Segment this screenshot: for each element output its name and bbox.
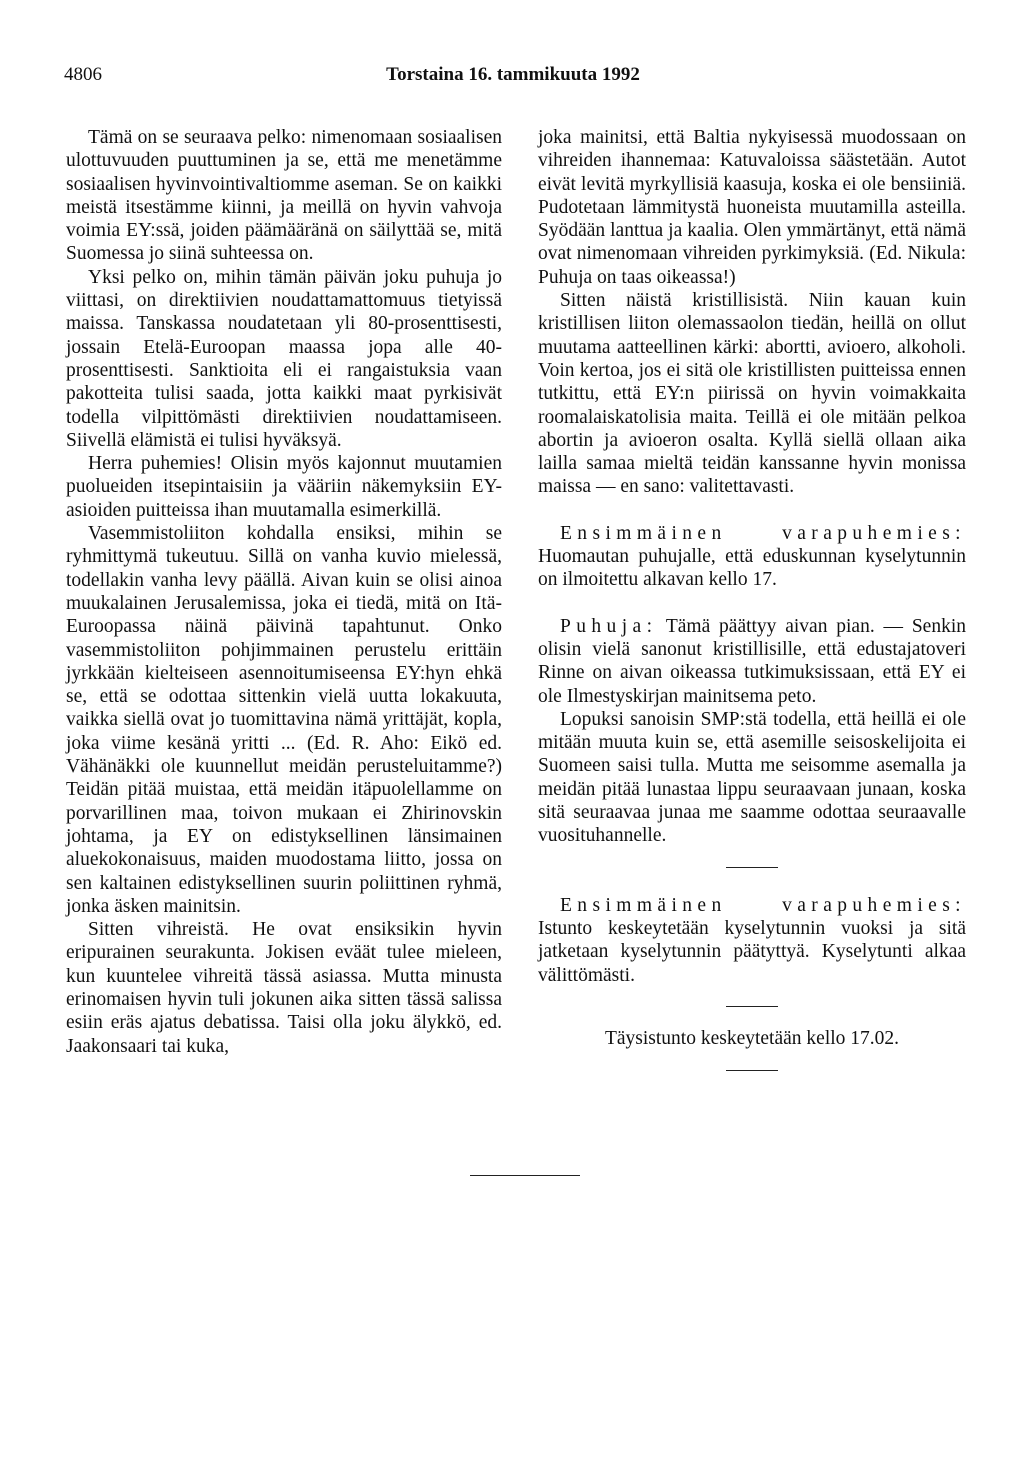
paragraph: Yksi pelko on, mihin tämän päivän joku puhuja jo viittasi, on direktiivien noudattamattomuus tietyissä maissa. Tanskassa noudatetaan yli 80-prosenttisesti, jossain Etelä-Euroopan maassa jopa alle 40-prosenttisesti. Sanktioita eli ei rangaistuksia vaan pakotteita tulisi saada, jotta kaikki maat pyrkisivät todella vilpittömästi direktiivien noudattamiseen. Siivellä elämistä ei tulisi hyväksyä. (66, 266, 502, 451)
speaker-text: Huomautan puhujalle, että eduskunnan kyselytunnin on ilmoitettu alkavan kello 17. (538, 546, 966, 591)
paragraph: Sitten vihreistä. He ovat ensiksikin hyvin eripurainen seurakunta. Jokisen eväät tulee mieleen, kun kuuntelee vihreitä tässä asiassa. Mutta minusta erinomaisen hyvin tuli jokunen aika sitten tässä salissa esiin eräs ajatus debatissa. Taisi olla joku älykkö, ed. Jaakonsaari tai kuka, (66, 919, 502, 1057)
separator (538, 1050, 966, 1090)
page-end-rule (470, 1175, 580, 1176)
paragraph: Herra puhemies! Olisin myös kajonnut muutamien puolueiden itsepintaisiin ja vääriin näkemyksiin EY-asioiden puitteissa ihan muutamalla esimerkillä. (66, 453, 502, 521)
page-number: 4806 (64, 64, 102, 85)
speaker-text: Istunto keskeytetään kyselytunnin vuoksi ja sitä jatketaan kyselytunnin päätyttyä. Kyselytunti alkaa välittömästi. (538, 917, 966, 986)
spacer (538, 592, 966, 615)
speaker-entry (538, 894, 966, 987)
separator (538, 987, 966, 1027)
separator-rule (726, 867, 778, 868)
page-header (64, 64, 962, 90)
speaker-name: Ensimmäinen varapuhemies: (560, 894, 966, 916)
speaker-name: Ensimmäinen varapuhemies: (560, 522, 966, 544)
speaker-entry (538, 615, 966, 708)
paragraph: Sitten näistä kristillisistä. Niin kauan kuin kristillisen liiton olemassaolon tiedän, heillä on ollut muutama aatteellinen kärki: abortti, avioero, alkoholi. Voin kertoa, jos ei sitä ole kristillisten puitteissa ennen tutkittu, että EY:n piirissä on hyvin voimakkaita roomalaiskatolisia maita. Teillä ei ole mitään pelkoa abortin ja avioeron osalta. Kyllä siellä ollaan aika lailla samaa mieltä teidän kanssanne hyvin monissa maissa — en sano: valitettavasti. (538, 290, 966, 498)
left-column (66, 126, 502, 1058)
spacer (538, 499, 966, 522)
paragraph: Vasemmistoliiton kohdalla ensiksi, mihin se ryhmittymä tukeutuu. Sillä on vanha kuvio mielessä, todellakin vanha levy päällä. Aivan kuin se olisi ainoa muukalainen Jerusalemissa, joka ei tiedä, mitä on Itä-Euroopassa näinä päivinä tapahtunut. Onko vasemmistoliiton pohjimmainen perustelu erittäin jyrkkään kielteiseen asennoitumiseensa EY:hyn ehkä se, että se odottaa sittenkin vielä uutta lokakuuta, vaikka siellä ovat jo tuomittavina nämä yrittäjät, kopla, joka viime kesänä yritti ... (Ed. R. Aho: Eikö ed. Vähänäkki ole kuunnellut meidän perusteluitamme?) Teidän pitää muistaa, että meidän itäpuolellamme on porvarillinen maa, toivon mukaan ei Zhirinovskin johtama, ja EY on edistyksellinen länsimainen aluekokonaisuus, maiden muodostama liitto, jossa on sen kaltainen edistyksellinen suurin poliittinen ryhmä, jonka äsken mainitsin. (66, 523, 502, 917)
closing-line: Täysistunto keskeytetään kello 17.02. (604, 1027, 900, 1049)
separator-rule (726, 1006, 778, 1007)
paragraph: Tämä on se seuraava pelko: nimenomaan sosiaalisen ulottuvuuden puuttuminen ja se, että me menetämme sosiaalisen hyvinvointivaltiomme aseman. Se on kaikki meistä itsestämme kiinni, ja meillä on hyvin vahvoja voimia EY:ssä, joiden päämääränä on säilyttää se, mitä Suomessa jo siinä suhteessa on. (66, 127, 502, 265)
paragraph-continuation: joka mainitsi, että Baltia nykyisessä muodossaan on vihreiden ihannemaa: Katuvaloissa säästetään. Autot eivät levitä myrkyllisiä kaasuja, koska ei ole bensiiniä. Pudotetaan lämmitystä huoneista muutamilla asteilla. Syödään lanttua ja kaalia. Olen ymmärtänyt, että nämä ovat nimenomaan vihreiden pyrkimyksiä. (Ed. Nikula: Puhuja on taas oikeassa!) (538, 127, 966, 288)
running-head: Torstaina 16. tammikuuta 1992 (386, 64, 640, 85)
speaker-name: Puhuja: (560, 615, 658, 637)
right-column (538, 126, 966, 1090)
separator-rule (726, 1070, 778, 1071)
speaker-text: Tämä päättyy aivan pian. — Senkin olisin vielä sanonut kristillisille, että edustajatoveri Rinne on aivan oikeassa tutkimuksissaan, että EY ei ole Ilmestyskirjan mainitsema peto. (538, 615, 966, 707)
speaker-entry (538, 522, 966, 592)
separator (538, 848, 966, 888)
paragraph: Lopuksi sanoisin SMP:stä todella, että heillä ei ole mitään muuta kuin se, että asemille seisoskelijoita ei Suomeen saisi tulla. Mutta me seisomme asemalla ja meidän pitää lunastaa lippu seuraavaan junaan, koska sitä seuraavaa junaa me saamme odottaa seuraavalle vuosituhannelle. (538, 708, 966, 847)
